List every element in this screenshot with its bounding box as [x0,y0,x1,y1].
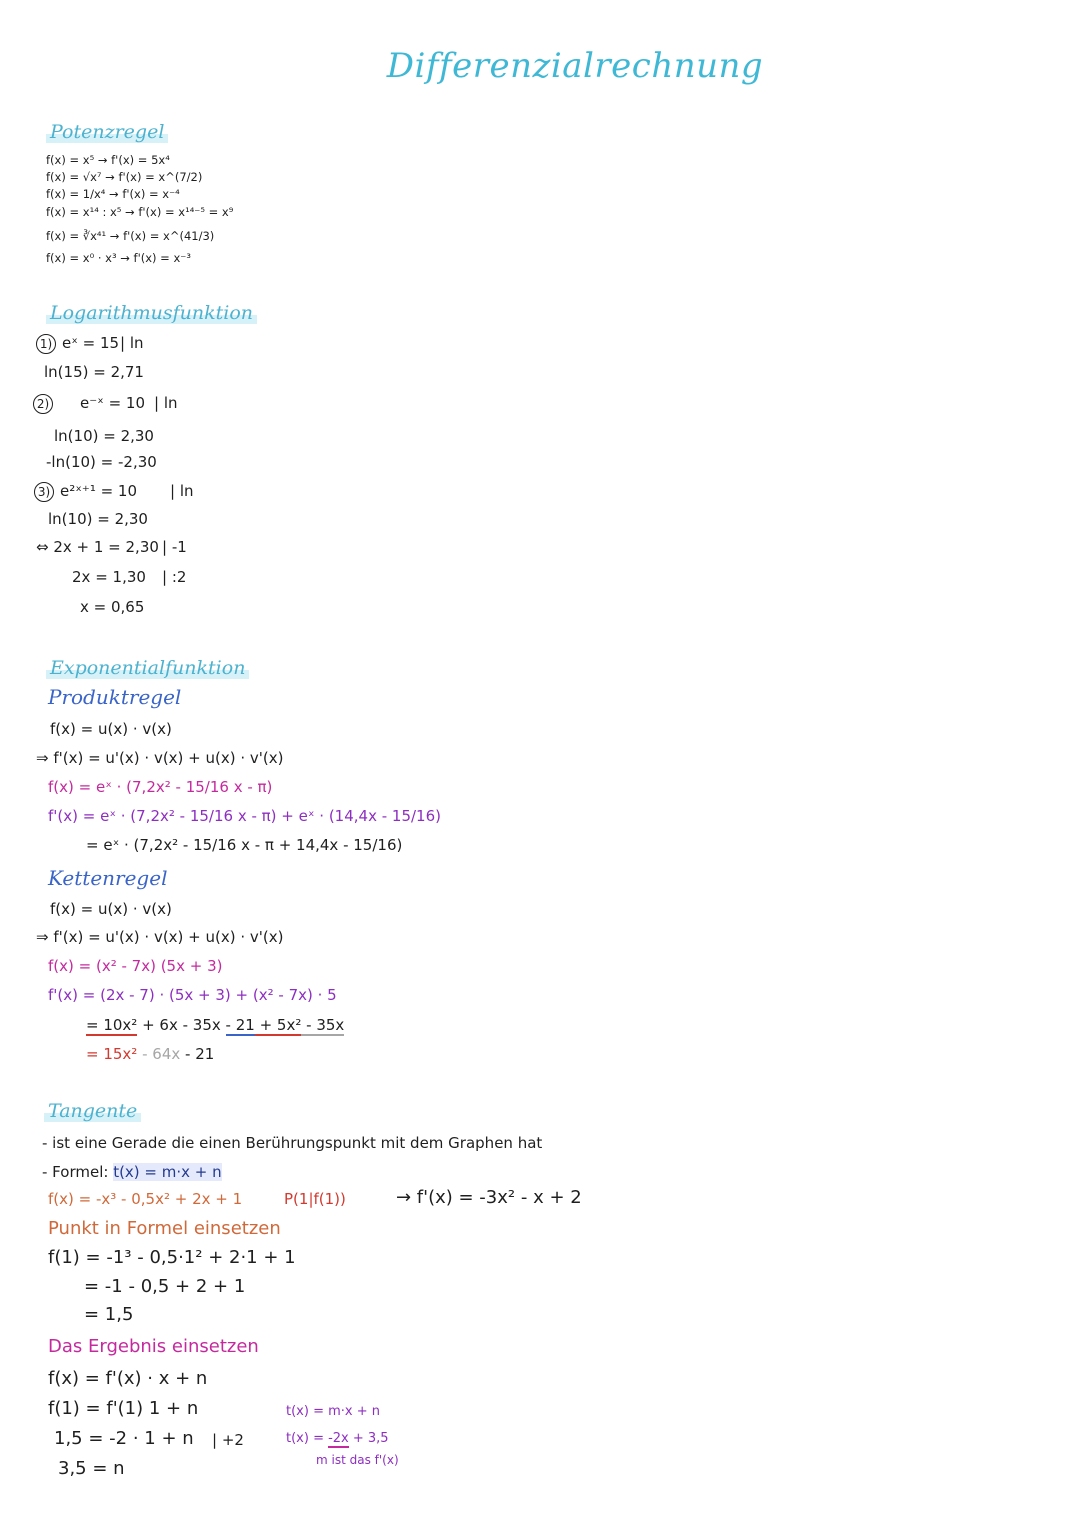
ex3-operation-2: | -1 [162,538,187,556]
produkt-line-5: = eˣ · (7,2x² - 15/16 x - π + 14,4x - 15/16) [86,836,403,854]
term-5x2: + 5x² [254,1016,302,1034]
ex2-operation: | ln [154,394,178,412]
logarithmus-heading: Logarithmusfunktion [46,302,257,324]
result-21: - 21 [180,1045,215,1063]
ex1-equation: eˣ = 15 [62,334,120,352]
tangente-formel [42,1163,222,1181]
formel-label: - Formel: [42,1163,114,1181]
calc-line-1: f(1) = -1³ - 0,5·1² + 2·1 + 1 [48,1247,296,1268]
ex1-result: ln(15) = 2,71 [44,363,144,381]
result-tangent [286,1431,389,1446]
ex2-line-1: ln(10) = 2,30 [54,427,154,445]
result-15x2: = 15x² [86,1045,138,1063]
produkt-line-2: ⇒ f'(x) = u'(x) · v(x) + u(x) · v'(x) [36,749,284,767]
potenz-line-2: f(x) = √x⁷ → f'(x) = x^(7/2) [46,170,203,184]
ketten-line-4: f'(x) = (2x - 7) · (5x + 3) + (x² - 7x) · 5 [48,986,337,1004]
ketten-line-1: f(x) = u(x) · v(x) [50,900,172,918]
ketten-line-5 [86,1016,344,1034]
calc-line-2: = -1 - 0,5 + 2 + 1 [84,1276,246,1297]
produkt-line-1: f(x) = u(x) · v(x) [50,720,172,738]
potenzregel-heading: Potenzregel [46,121,168,143]
exponential-heading: Exponentialfunktion [46,657,249,679]
potenz-line-3: f(x) = 1/x⁴ → f'(x) = x⁻⁴ [46,187,180,201]
eq-line-1: f(x) = f'(x) · x + n [48,1368,208,1389]
ex3-line-4: x = 0,65 [80,598,145,616]
ex3-number: 3) [34,482,54,502]
potenz-line-5: f(x) = ∛x⁴¹ → f'(x) = x^(41/3) [46,229,215,243]
ex2-equation: e⁻ˣ = 10 [80,394,145,412]
potenz-line-6: f(x) = x⁰ · x³ → f'(x) = x⁻³ [46,251,191,265]
ex3-operation-3: | :2 [162,568,187,586]
eq-line-3: 1,5 = -2 · 1 + n [54,1428,194,1449]
ex2-line-2: -ln(10) = -2,30 [46,453,157,471]
result-formula: t(x) = m·x + n [286,1404,380,1419]
ketten-line-3: f(x) = (x² - 7x) (5x + 3) [48,957,223,975]
ex1-number: 1) [36,334,56,354]
ex3-equation: e²ˣ⁺¹ = 10 [60,482,138,500]
log-ex1 [36,334,119,354]
produktregel-heading: Produktregel [48,685,182,709]
ex2-number: 2) [33,394,53,414]
produkt-line-3: f(x) = eˣ · (7,2x² - 15/16 x - π) [48,778,273,796]
term-6x-35x: + 6x - 35x [137,1016,226,1034]
eq-line-2: f(1) = f'(1) 1 + n [48,1398,199,1419]
tangente-point: P(1|f(1)) [284,1190,346,1208]
potenz-line-1: f(x) = x⁵ → f'(x) = 5x⁴ [46,153,170,167]
ex3-line-1: ln(10) = 2,30 [48,510,148,528]
eq-line-4: 3,5 = n [58,1458,125,1479]
slope-note: m ist das f'(x) [316,1453,399,1467]
ketten-line-6 [86,1045,214,1063]
result-tangent-label: t(x) = [286,1431,329,1446]
tangente-function: f(x) = -x³ - 0,5x² + 2x + 1 [48,1190,243,1208]
ex3-operation: | ln [170,482,194,500]
ex3-line-2: ⇔ 2x + 1 = 2,30 [36,538,159,556]
result-intercept: + 3,5 [348,1431,389,1446]
ex1-operation: | ln [120,334,144,352]
log-ex3 [34,482,137,502]
tangente-derivative: → f'(x) = -3x² - x + 2 [396,1187,582,1208]
step-ergebnis-einsetzen: Das Ergebnis einsetzen [48,1336,259,1357]
term-10x2: = 10x² [86,1016,138,1034]
formel-value: t(x) = m·x + n [113,1163,222,1181]
result-slope: -2x [328,1431,349,1446]
tangente-heading: Tangente [44,1100,141,1122]
ketten-line-2: ⇒ f'(x) = u'(x) · v(x) + u(x) · v'(x) [36,928,284,946]
tangente-definition: - ist eine Gerade die einen Berührungspunkt mit dem Graphen hat [42,1134,543,1152]
kettenregel-heading: Kettenregel [48,866,168,890]
eq-operation: | +2 [212,1431,244,1449]
page-title: Differenzialrechnung [386,46,764,86]
calc-line-3: = 1,5 [84,1304,134,1325]
step-punkt-einsetzen: Punkt in Formel einsetzen [48,1218,281,1239]
term-35x: - 35x [301,1016,345,1034]
term-21: - 21 [225,1016,255,1034]
produkt-derivative: f'(x) = eˣ · (7,2x² - 15/16 x - π) + eˣ · (14,4x - 15/16) [48,807,441,825]
log-ex2 [33,394,59,414]
produkt-line-4 [48,807,441,825]
ex3-line-3: 2x = 1,30 [72,568,146,586]
result-64x: - 64x [137,1045,181,1063]
potenz-line-4: f(x) = x¹⁴ : x⁵ → f'(x) = x¹⁴⁻⁵ = x⁹ [46,205,234,219]
